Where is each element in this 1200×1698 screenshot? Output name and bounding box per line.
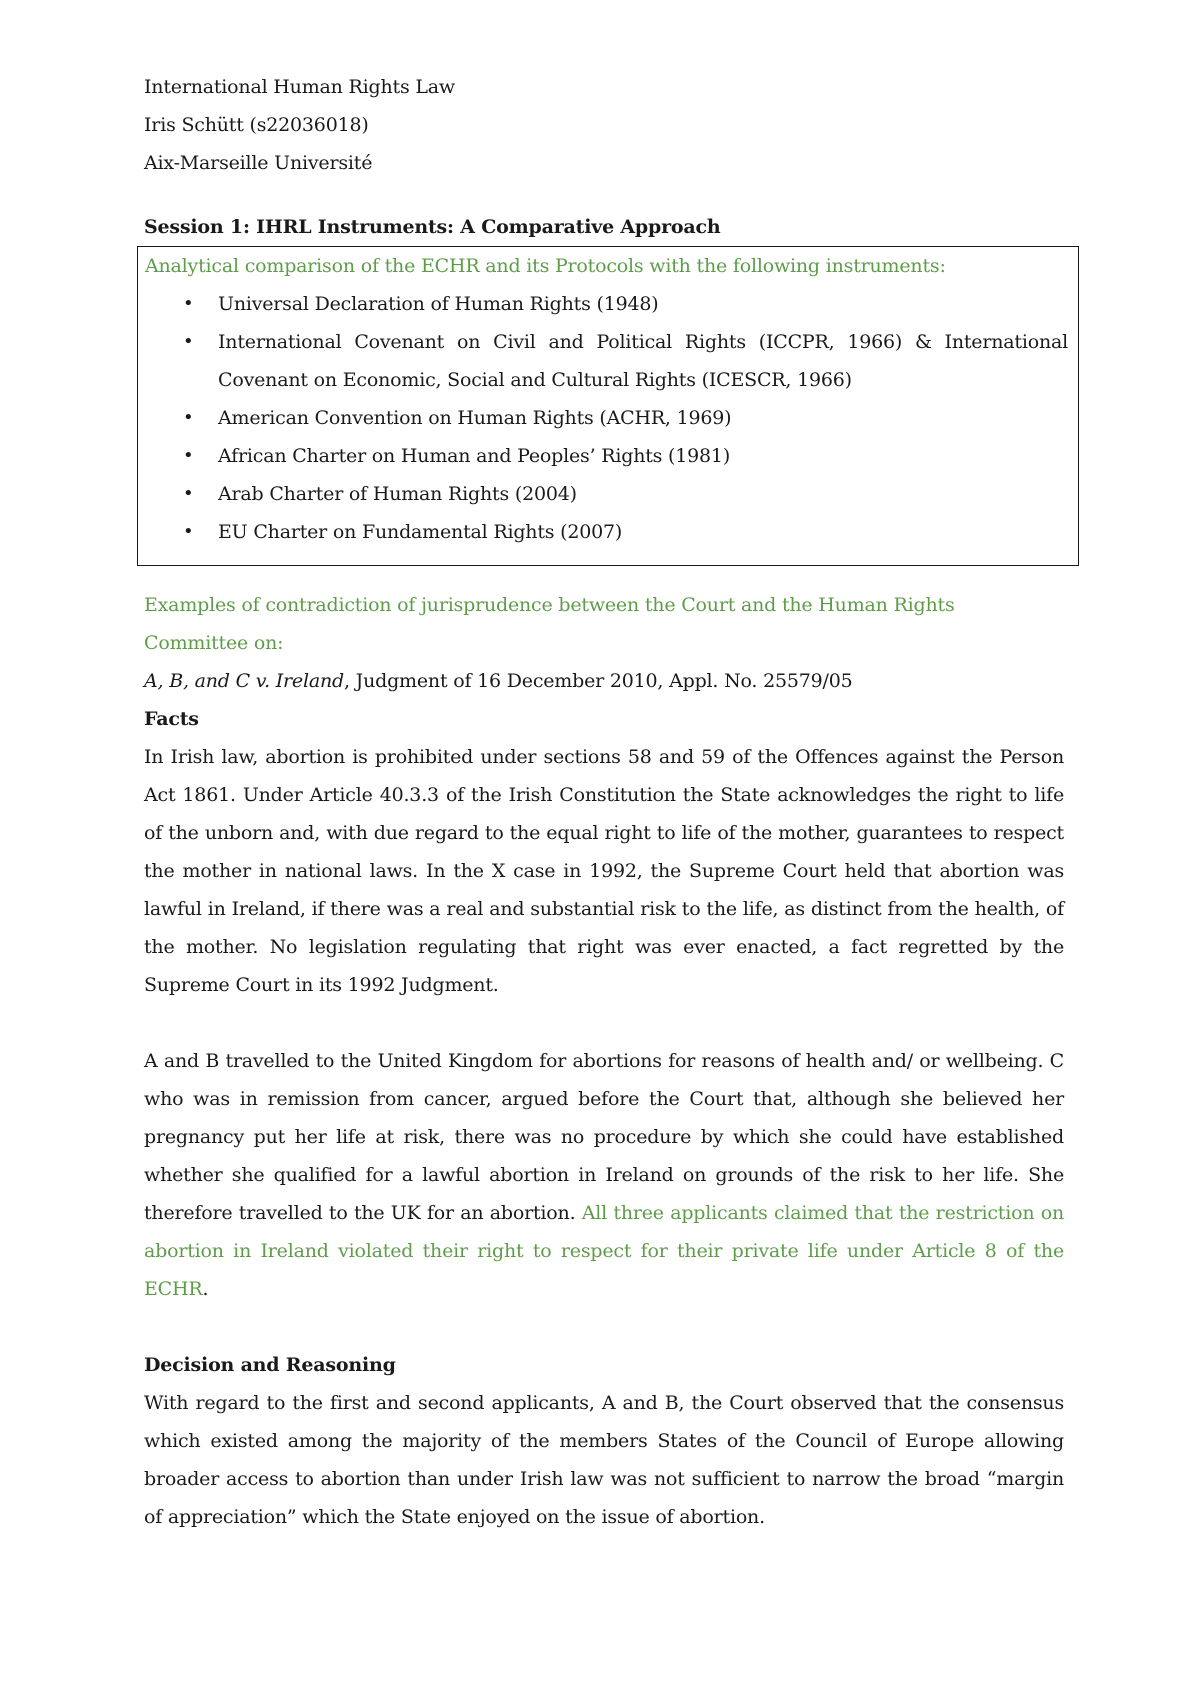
instrument-label: International Covenant on Civil and Political Rights (ICCPR, 1966) & International Covenant on Economic, Social and Cultural Rights (ICESCR, 1966) bbox=[218, 331, 1068, 391]
instruments-intro: Analytical comparison of the ECHR and its Protocols with the following instruments: bbox=[145, 255, 946, 277]
course-name: International Human Rights Law bbox=[144, 76, 455, 98]
document-content bbox=[144, 68, 1068, 1536]
instrument-label: EU Charter on Fundamental Rights (2007) bbox=[218, 521, 623, 543]
list-item bbox=[145, 513, 1068, 551]
case-name: A, B, and C v. Ireland bbox=[144, 670, 344, 692]
facts-paragraph-2 bbox=[144, 1042, 1064, 1308]
student-name: Iris Schütt (s22036018) bbox=[144, 114, 369, 136]
instruments-box bbox=[137, 246, 1079, 566]
list-item bbox=[145, 475, 1068, 513]
list-item bbox=[145, 437, 1068, 475]
list-item bbox=[145, 323, 1068, 399]
instrument-label: Universal Declaration of Human Rights (1948) bbox=[218, 293, 659, 315]
facts-heading: Facts bbox=[144, 708, 199, 730]
decision-paragraph: With regard to the first and second applicants, A and B, the Court observed that the consensus which existed among the majority of the members States of the Council of Europe allowing broader access to abortion than under Irish law was not sufficient to narrow the broad “margin of appreciation” which the State enjoyed on the issue of abortion. bbox=[144, 1392, 1064, 1528]
instrument-label: American Convention on Human Rights (ACHR, 1969) bbox=[218, 407, 732, 429]
session-title: Session 1: IHRL Instruments: A Comparative Approach bbox=[144, 216, 721, 238]
bullet-icon: • bbox=[183, 445, 194, 466]
facts-paragraph-1: In Irish law, abortion is prohibited under sections 58 and 59 of the Offences against the Person Act 1861. Under Article 40.3.3 of the Irish Constitution the State acknowledges the right to life of the unborn and, with due regard to the equal right to life of the mother, guarantees to respect the mother in national laws. In the X case in 1992, the Supreme Court held that abortion was lawful in Ireland, if there was a real and substantial risk to the life, as distinct from the health, of the mother. No legislation regulating that right was ever enacted, a fact regretted by the Supreme Court in its 1992 Judgment. bbox=[144, 746, 1064, 996]
case-details: , Judgment of 16 December 2010, Appl. No. 25579/05 bbox=[343, 670, 853, 692]
instrument-label: Arab Charter of Human Rights (2004) bbox=[218, 483, 577, 505]
examples-intro: Examples of contradiction of jurisprudence between the Court and the Human Rights Committee on: bbox=[144, 594, 955, 654]
list-item bbox=[145, 285, 1068, 323]
bullet-icon: • bbox=[183, 483, 194, 504]
decision-heading: Decision and Reasoning bbox=[144, 1354, 396, 1376]
facts-paragraph-2-highlight: All three applicants claimed that the restriction on abortion in Ireland violated their right to respect for their private life under Article 8 of the ECHR bbox=[144, 1202, 1065, 1300]
case-citation bbox=[144, 662, 1064, 700]
bullet-icon: • bbox=[183, 407, 194, 428]
instrument-label: African Charter on Human and Peoples’ Rights (1981) bbox=[218, 445, 731, 467]
university-name: Aix-Marseille Université bbox=[144, 152, 373, 174]
bullet-icon: • bbox=[183, 521, 194, 542]
list-item bbox=[145, 399, 1068, 437]
instruments-list bbox=[145, 285, 1068, 551]
facts-paragraph-2-text: A and B travelled to the United Kingdom for abortions for reasons of health and/ or wellbeing. C who was in remission from cancer, argued before the Court that, although she believed her pregnancy put her life at risk, there was no procedure by which she could have established whether she qualified for a lawful abortion in Ireland on grounds of the risk to her life. She therefore travelled to the UK for an abortion. bbox=[144, 1050, 1064, 1224]
facts-paragraph-2-end: . bbox=[202, 1278, 209, 1300]
bullet-icon: • bbox=[183, 331, 194, 352]
bullet-icon: • bbox=[183, 293, 194, 314]
